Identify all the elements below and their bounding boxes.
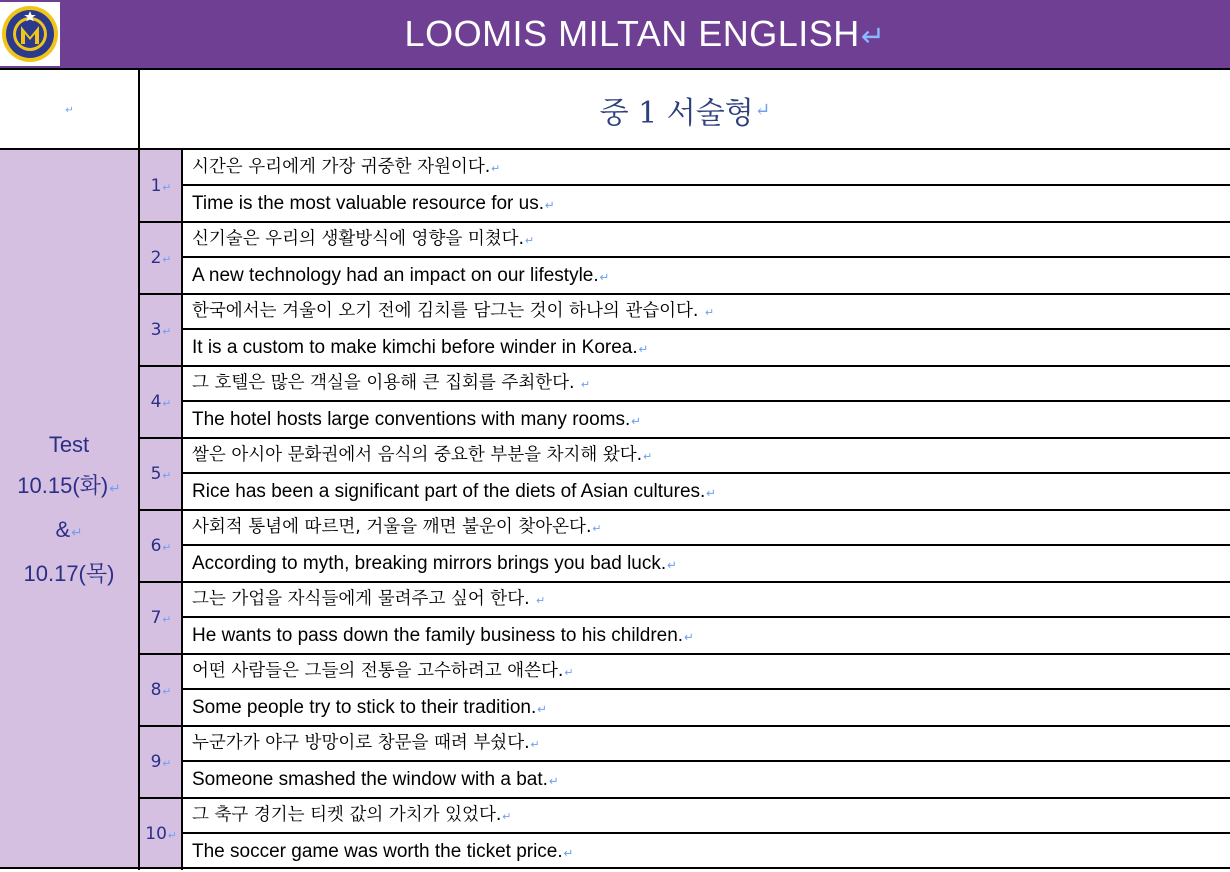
table-row — [0, 150, 1230, 222]
english-sentence: The hotel hosts large conventions with many rooms.↵ — [192, 409, 642, 430]
item-number: 7↵ — [150, 608, 172, 628]
table-row — [0, 438, 1230, 510]
table-row — [0, 294, 1230, 366]
row-divider — [182, 256, 1230, 258]
row-divider — [140, 437, 1230, 439]
row-divider — [140, 509, 1230, 511]
item-number: 9↵ — [150, 752, 172, 772]
subheader-title: 중 1 서술형 ↵ — [599, 96, 771, 131]
item-number: 2↵ — [150, 248, 172, 268]
table-row — [0, 222, 1230, 294]
row-divider — [140, 653, 1230, 655]
row-divider — [182, 544, 1230, 546]
row-divider — [182, 616, 1230, 618]
english-sentence: Someone smashed the window with a bat.↵ — [192, 769, 559, 790]
row-divider — [182, 400, 1230, 402]
item-number: 3↵ — [150, 320, 172, 340]
item-number: 5↵ — [150, 464, 172, 484]
table-row — [0, 726, 1230, 798]
row-divider — [182, 472, 1230, 474]
logo — [0, 2, 60, 66]
korean-sentence: 그 축구 경기는 티켓 값의 가치가 있었다.↵ — [192, 805, 512, 825]
item-number: 8↵ — [150, 680, 172, 700]
crest-icon — [0, 2, 60, 66]
row-divider — [182, 688, 1230, 690]
english-sentence: Rice has been a significant part of the diets of Asian cultures.↵ — [192, 481, 717, 502]
english-sentence: Some people try to stick to their tradition.↵ — [192, 697, 548, 718]
korean-sentence: 시간은 우리에게 가장 귀중한 자원이다.↵ — [192, 157, 501, 177]
item-number: 4↵ — [150, 392, 172, 412]
english-sentence: It is a custom to make kimchi before winder in Korea.↵ — [192, 337, 649, 358]
korean-sentence: 그는 가업을 자식들에게 물려주고 싶어 한다. ↵ — [192, 589, 546, 609]
table-row — [0, 510, 1230, 582]
test-date-1: 10.15(화)↵ — [17, 473, 121, 498]
row-divider — [140, 365, 1230, 367]
korean-sentence: 한국에서는 겨울이 오기 전에 김치를 담그는 것이 하나의 관습이다. ↵ — [192, 301, 715, 321]
korean-sentence: 신기술은 우리의 생활방식에 영향을 미쳤다.↵ — [192, 229, 535, 249]
page-title: LOOMIS MILTAN ENGLISH↵ — [404, 13, 886, 54]
column-divider — [181, 150, 183, 870]
row-divider — [182, 832, 1230, 834]
table-bottom-border — [0, 867, 1230, 869]
korean-sentence: 그 호텔은 많은 객실을 이용해 큰 집회를 주최한다. ↵ — [192, 373, 591, 393]
item-number: 1↵ — [150, 176, 172, 196]
korean-sentence: 쌀은 아시아 문화권에서 음식의 중요한 부분을 차지해 왔다.↵ — [192, 445, 653, 465]
test-label: Test — [48, 432, 90, 457]
row-divider — [182, 328, 1230, 330]
korean-sentence: 사회적 통념에 따르면, 거울을 깨면 불운이 찾아온다.↵ — [192, 517, 602, 537]
test-date-2: 10.17(목) — [23, 561, 115, 586]
english-sentence: He wants to pass down the family business to his children.↵ — [192, 625, 694, 646]
ampersand: &↵ — [55, 517, 83, 542]
column-divider — [138, 70, 140, 870]
english-sentence: A new technology had an impact on our lifestyle.↵ — [192, 265, 610, 286]
divider — [0, 68, 1230, 70]
subheader-empty-cell: ↵ — [65, 104, 74, 116]
row-divider — [140, 293, 1230, 295]
english-sentence: The soccer game was worth the ticket price.↵ — [192, 841, 574, 862]
korean-sentence: 어떤 사람들은 그들의 전통을 고수하려고 애쓴다.↵ — [192, 661, 574, 681]
row-divider — [140, 581, 1230, 583]
table-row — [0, 798, 1230, 870]
row-divider — [182, 760, 1230, 762]
english-sentence: According to myth, breaking mirrors brings you bad luck.↵ — [192, 553, 678, 574]
item-number: 10↵ — [145, 824, 177, 844]
table-row — [0, 582, 1230, 654]
table-row — [0, 366, 1230, 438]
row-divider — [140, 725, 1230, 727]
item-number: 6↵ — [150, 536, 172, 556]
row-divider — [182, 184, 1230, 186]
korean-sentence: 누군가가 야구 방망이로 창문을 때려 부쉈다.↵ — [192, 733, 540, 753]
row-divider — [140, 221, 1230, 223]
table-row — [0, 654, 1230, 726]
header-bar — [0, 0, 1230, 68]
english-sentence: Time is the most valuable resource for us.↵ — [192, 193, 555, 214]
row-divider — [140, 797, 1230, 799]
